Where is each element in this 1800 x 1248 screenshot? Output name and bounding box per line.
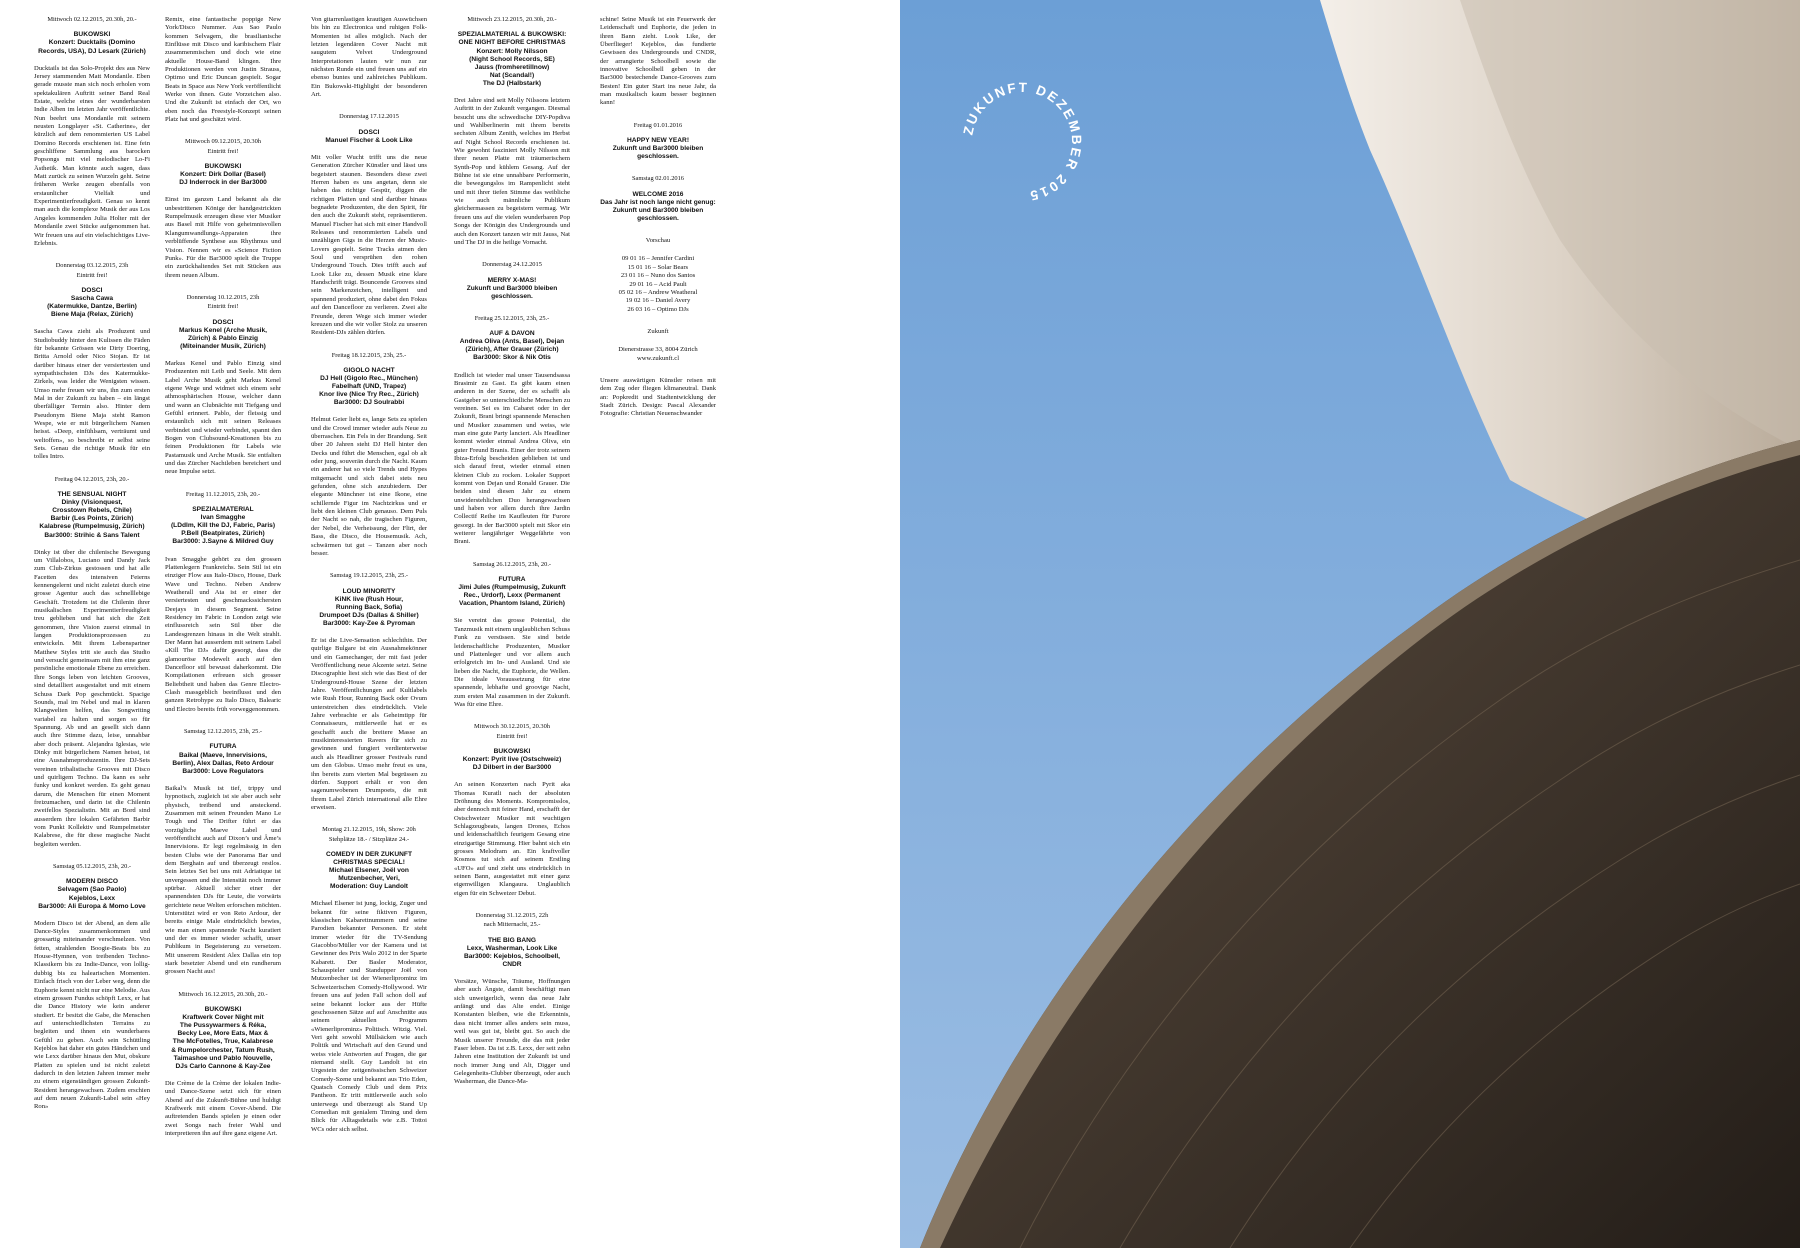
headline-line: SPEZIALMATERIAL & BUKOWSKI: [457,31,567,39]
event-date: Donnerstag 17.12.2015 [339,113,399,121]
event-date: Freitag 25.12.2015, 23h, 25.- [474,314,550,322]
headline-line: (Zürich), After Grauer (Zürich) [465,346,559,354]
event-headline [454,330,570,362]
headline-line: ONE NIGHT BEFORE CHRISTMAS [458,39,566,47]
event-entry [311,113,427,337]
headline-line: CNDR [502,961,522,968]
headline-line: Zürich) & Pablo Einzig [188,334,258,342]
headline-line: DOSCI [81,286,103,294]
list-item: 19 02 16 – Daniel Avery [625,297,691,305]
event-date: Mittwoch 02.12.2015, 20.30h, 20.- [47,16,137,23]
headline-line: geschlossen. [491,292,533,300]
zukunft-stamp [958,78,1086,206]
event-description: Drei Jahre sind seit Molly Nilssons letztem Auftritt in der Zukunft vergangen. Diesmal besucht uns die schwedische DIY-Popdiva und Wahlberlinerin mit ihrem bereits sechsten Album Zenith, welches im Herbst auf Night School Records erschienen ist. Wie gewohnt fasziniert Molly Nilsson mit ihrer neuen Platte mit träumerischem Synth-Pop und kühlem Gesang. Auf der Bühne ist sie eine unnahbare Performerin, die bewegungslos im Rampenlicht steht und mit ihrer tiefen Stimme das weibliche wie auch männliche Publikum gleichermassen zu begeistern vermag. Wir freuen uns auf die vielen wunderbaren Pop Songs der Königin des Undergrounds und auch den Konzert tanzen wir mit Jauss, Nat und The DJ in die heilige Vornacht. [454,97,570,246]
headline-line: THE BIG BANG [488,936,536,944]
headline-line: DJ Hell (Gigolo Rec., München) [320,374,418,382]
event-description: Baikal’s Musik ist tief, trippy und hypnotisch, zugleich ist sie aber auch sehr physisch, treibend und ansteckend. Zusammen mit seinen Freunden Mano Le Tough und The Drifter führt er das vorzügliche Maeve Label und veröffentlicht auch auf Dixon’s und Âme’s Innervisions. Er legt regelmässig in den besten Clubs wie der Panorama Bar und dem Berghain auf und überzeugt restlos. Sein letztes Set bei uns mit Adriatique ist unvergessen und die Intensität noch immer spürbar. Aktuell sicher einer der spannendsten DJs für Leute, die vorwärts gerichtete neue Welten erforschen möchten. Unterstützt wird er von Reto Ardour, der bereits einige Male eindrücklich bewies, wie man einen spannende Nacht kuratiert und der es immer wieder schafft, unser Publikum in Begeisterung zu versetzen. Mit unserem Resident Alex Dallas ein top stark besetzter Abend und ein rundherum grossen Nacht aus! [165,784,281,976]
headline-line: Bar3000: Skor & Nik Otis [473,354,551,362]
list-item: 05 02 16 – Andrew Weatheral [618,288,698,296]
list-item: 15 01 16 – Solar Bears [627,263,689,271]
event-entry [311,16,427,99]
event-date: Donnerstag 10.12.2015, 23h [186,293,260,301]
headline-line: Moderation: Guy Landolt [329,883,409,891]
event-entry [34,262,150,462]
headline-line: BUKOWSKI [73,31,111,39]
headline-line: Records, USA), DJ Lesark (Zürich) [38,47,146,55]
list-item: www.zukunft.cl [636,354,680,362]
event-date: Donnerstag 24.12.2015 [482,261,542,269]
event-date: Mittwoch 23.12.2015, 20.30h, 20.- [467,16,557,23]
headline-line: Mutzenbecher, Veri, [338,875,400,883]
headline-line: Konzert: Pyrit live (Ostschweiz) [462,756,562,764]
headline-line: Michael Elsener, Joël von [329,867,409,875]
event-description: Dinky ist über die chilenische Bewegung um Villalobos, Luciano und Dandy Jack zum Club-Zirkus gestossen und hat alle Facetten des intensiven Feierns kennengelernt und nicht zuletzt durch eine grosse Agentur auch das schnelllebige Geschäft. Trotzdem ist die Chilenin ihrer musikalischen Experimentierfreudigkeit treu geblieben und hat sich die Zeit genommen, ihre Vision zuerst einmal in langen Produktionsprozessen zu entwickeln. Mit ihrem Lebenspartner Matthew Styles tritt sie auch das Studio und versucht gemeinsam mit ihm eine ganz persönliche emotionale Ebene zu erreichen. Ihre Songs leben von leichten Grooves, sind detailliert ausgestaltet und mit einem Schuss Dark Pop geschmückt. Spacige Sounds, mal im Nebel und mal in klaren Klangwelten helfen, das Songwriting variabel zu halten und sorgen so für Spannung. Ab und an gesellt sich dann auch ihre Stimme dazu, leise, unnahbar aber doch präsent. Alejandra Iglesias, wie Dinky mit bürgerlichem Namen heisst, ist eine Ausnahmeproduzentin. Ihre DJ-Sets vereinen tribalistische Grooves mit Disco und quirligem Techno. Da kann es sehr funky und konkret werden. Es geht genau darum, die Menschen für einen Moment freizumachen, und darin ist die Chilenin zweifellos Spezialistin. Mit an Bord sind ausserdem ihre lokalen Gefährten Barbir vom Punkt Kollektiv und Rumpelmeister Kalabrese, die für diese magische Nacht begleiten werden. [34,548,150,848]
headline-line: BUKOWSKI [493,747,531,755]
event-description: Helmut Geier liebt es, lange Sets zu spielen und die Crowd immer wieder aufs Neue zu überraschen. Ein Fels in der Brandung. Seit über 20 Jahren steht DJ Hell hinter den Decks und führt die Menschen, egal ob alt oder jung, souverän durch die Nacht. Kaum ein anderer hat so viele Trends und Hypes mitgemacht und sich dabei stets neu gefunden, ohne sich anzubiedern. Der elegante Münchner ist eine Ikone, eine schillernde Figur im Nachtzirkus und er liebt den kleinen Club genauso. Dem Puls der Nacht so nah, die tragischen Figuren, der Nebel, die Verheissung, der Flirt, der Bass, die Disco, die Housemusik. Ach, schwärmen tut gut – Tanzen aber noch besser. [311,416,427,557]
headline-line: Bar3000: Love Regulators [182,767,264,775]
svg-text:ZUKUNFT DEZEMBER 2015 [960,80,1084,204]
event-headline [600,191,716,223]
event-entry [600,175,716,223]
headline-line: Konzert: Dirk Dollar (Basel) [180,171,266,179]
event-description: Unsere auswärtigen Künstler reisen mit dem Zug oder fliegen klimaneutral. Dank an: Popkredit und Stadtentwicklung der Stadt Zürich. Design: Pascal Alexander Fotografie: Christian Neuenschwander [600,376,716,418]
event-headline [311,851,427,891]
list-item: Dienerstrasse 33, 8004 Zürich [618,346,698,354]
headline-line: Drumpoet DJs (Dallas & Shiller) [319,611,419,619]
headline-line: Biene Maja (Relax, Zürich) [50,311,134,319]
event-headline [311,588,427,628]
headline-line: DJs Carlo Cannone & Kay-Zee [175,1062,271,1070]
headline-line: THE SENSUAL NIGHT [57,491,127,499]
event-entry [165,138,281,279]
event-entry [165,16,281,124]
event-entry [165,294,281,477]
headline-line: The Pussywarmers & Réka, [179,1022,267,1030]
event-description: Er ist die Live-Sensation schlechthin. Der quirlige Bulgare ist ein Ausnahmekönner und ein Gamechanger, der mit fast jeder Veröffentlichung neue Akzente setzt. Seine Discographie liest sich wie das Best of der Underground-House Szene der letzten Jahre. Veröffentlichungen auf Kultlabels wie Rush Hour, Running Back oder Ovum unterstreichen dies eindrücklich. Viele Jahre verbrachte er als Geheimtipp für Connaisseurs, mittlerweile hat er es geschafft auch die breitere Masse an musikinteressierten Ravers für sich zu gewinnen und fungiert verdienterweise auch als Headliner grosser Festivals rund um den Globus. Umso mehr freut es uns, ihn bereits zum vierten Mal begrüssen zu dürfen. Support erhält er von den sagenumwobenen Drumpoets, die mit ihrem Label Zürich international alle Ehre erweisen. [311,637,427,811]
headline-line: Bar3000: DJ Soulrabbi [333,399,405,407]
headline-line: Andrea Oliva (Ants, Basel), Dejan [459,338,565,346]
section-label: Vorschau [645,237,671,245]
event-description: Sascha Cawa zieht als Produzent und Studiobuddy hinter den Kulissen die Fäden für bekannte Grössen wie Dirty Doering, Britta Arnold oder Nico Stojan. Er ist darüber hinaus einer der versiertesten und sympathischsten DJs des Katermukke-Zirkels, was leider die Wenigsten wissen. Umso mehr freuen wir uns, ihn zum ersten Mal in der Zukunft zu haben – ein längst überfälliger Termin also. Hinter dem Pseudonym Biene Maja steht Ramon Wespe, wie er mit bürgerlichem Namen heisst. «Deep, einfühlsam, verträumt und weltoffen», so beschreibt er selbst seine Sets. Genau die richtige Musik für ein tolles Intro. [34,328,150,461]
headline-line: (Miteinander Musik, Zürich) [180,342,266,350]
headline-line: DJ Inderrock in der Bar3000 [179,179,267,187]
headline-line: Rec., Urdorf), Lexx (Permanent [463,592,561,600]
headline-line: (LDdlm, Kill the DJ, Fabric, Paris) [170,522,276,530]
event-headline [34,31,150,55]
event-entry [165,491,281,714]
headline-line: Selvagem (Sao Paolo) [57,886,127,894]
headline-line: WELCOME 2016 [632,190,684,198]
headline-line: FUTURA [498,576,526,584]
event-date: Mittwoch 09.12.2015, 20.30h [185,138,261,146]
headline-line: LOUD MINORITY [342,587,396,595]
event-headline [165,506,281,546]
event-headline [165,163,281,187]
headline-line: Running Back, Sofia) [335,603,403,611]
event-date: Montag 21.12.2015, 19h, Show: 20h [322,826,416,834]
headline-line: FUTURA [209,743,237,751]
headline-line: Knor live (Nice Try Rec., Zürich) [319,391,419,399]
headline-line: AUF & DAVON [489,330,535,338]
event-headline [165,743,281,775]
event-entry [600,377,716,419]
headline-line: KiNK live (Rush Hour, [334,595,404,603]
headline-line: Jimi Jules (Rumpelmusig, Zukunft [458,584,566,592]
headline-line: Jauss (fromheretillnow) [474,63,550,71]
list-item: 09 01 16 – Jennifer Cardini [621,255,695,263]
text-column-3 [311,16,427,1244]
event-date: Samstag 05.12.2015, 23h, 20.- [52,863,132,871]
event-entry [454,561,570,710]
event-entry [600,122,716,162]
event-date-note: Eintritt frei! [207,303,239,311]
headline-line: Markus Kenel (Arche Musik, [179,326,267,334]
event-entry [165,728,281,977]
event-description: An seinen Konzerten nach Pyrit aka Thomas Kuratli nach der absoluten Dröhnung des Moments. Kompromisslos, aber dennoch mit feiner Hand, erschafft der Ostschweizer Musiker mit wuchtigen Schlagzeugbeats, langen Drones, Echos und leidenschaftlich feurigem Gesang eine einzigartige Stimmung. Hier bahnt sich ein grosses Melodram an. Ein kraftvoller Kosmos tut sich auf seinem Erstling «UFO» auf und zieht uns eindrücklich in seinen Bann, ausgestattet mit einer ganz eigenwilligen Klangaura. Unglaublich eigen für ein Schweizer Debut. [454,781,570,897]
event-date-note: Eintritt frei! [207,147,239,155]
event-date: Freitag 18.12.2015, 23h, 25.- [331,351,407,359]
headline-line: GIGOLO NACHT [343,366,395,374]
event-date: Samstag 26.12.2015, 23h, 20.- [472,560,552,568]
event-date-note: Eintritt frei! [76,271,108,279]
headline-line: geschlossen. [637,153,679,161]
event-date: Freitag 01.01.2016 [633,121,683,129]
event-entry [600,16,716,108]
headline-line: Ivan Smagghe [200,514,246,522]
event-entry [34,16,150,248]
event-description: Remix, eine fantastische poppige New York/Disco Nummer. Aus Sao Paulo kommen Selvagem, die brasilianische Einflüsse mit Disco und karibischem Flair zusammenmischen und doch wie eine aktuelle House-Band klingen. Ihre Produktionen werden von Justin Strauss, Optimo und Eric Duncan gespielt. Sogar Beats in Space aus New York veröffentlicht Werke von ihnen. Gute Vorzeichen also. Und die Zukunft ist einfach der Ort, wo eben noch das Freestyle-Konzept seinen Platz hat und geschätzt wird. [165,16,281,124]
event-entry [454,723,570,898]
event-description: Vorsätze, Wünsche, Träume, Hoffnungen aber auch Ängste, damit beschäftigt man sich unweigerlich, wenn das neue Jahr anfängt und das Alte endet. Einige Konstanten bleiben, wie die Erkenntnis, dass nicht immer alles anders sein muss, weil was gut ist, bleibt gut. So auch die Musik unserer Freunde, die das mit jeder Faser leben. Da ist z.B. Lexx, der seit zehn Jahren eine Institution der Zukunft ist und noch immer Jung und Alt, Digger und Gelegenheits-Clubber überzeugt, oder auch Washerman, die Dance-Ma- [454,978,570,1086]
event-headline [165,319,281,351]
event-entry [600,237,716,314]
event-description: Endlich ist wieder mal unser Tausendsassa Brasimir zu Gast. Es gibt kaum einen anderen in der Szene, der es schafft als Gastgeber so unterschiedliche Menschen zu vereinen. Sei es im Cabaret oder in der Zukunft, Brani bringt spannende Menschen und Musiker zusammen und weiss, wie man eine gute Party lanciert. Als Headliner kommt wieder einmal Andrea Oliva, ein guter Freund Branis. Einer der trotz seinem Ibiza-Erfolg bescheiden geblieben ist und sich darauf freut, wieder einmal einen kleinen Club zu rocken. Lokaler Support kommt von Dejan und Ronald Grauer. Die beiden sind diesen Jahr zu einem unwiderstehlichen Duo herangewachsen und haben vor allem durch ihre Jardin Collectif Reihe im Kaufleuten für Furore gesorgt. In der Bar3000 spielt mit Skor ein weiterer langjähriger Weggefährte von Brani. [454,371,570,546]
event-description: Markus Kenel und Pablo Einzig sind Produzenten mit Leib und Seele. Mit dem Label Arche Musik geht Markus Kenel eigene Wege und widmet sich einem sehr athmosphärischen House, welcher dann und wann an Clubnächte mit Tiefgang und Gefühl erinnert. Pablo, der fleissig und erstaunlich sich mit seinen Releases verbindet und wieder verbindet, spannt den Bogen von Clubsound-Kreationen bis zu feinen Produktionen für Labels wie Pastamusik und Arche Musik. Sie entfalten und das Zürcher Nachtleben bereichert und neue Impulse setzt. [165,359,281,476]
text-column-4 [454,16,570,1244]
event-headline [454,748,570,772]
event-description: Mit voller Wucht trifft uns die neue Generation Zürcher Künstler und lässt uns begeistert staunen. Besonders diese zwei Herren haben es uns angetan, denn sie haben das richtige Gespür, diggen die richtigen Platten und sind darüber hinaus begnadete Produzenten, die den Spirit, für den auch die Zukunft steht, repräsentieren. Manuel Fischer hat sich mit einer Handvoll Releases und renommierten Labels und unzähligen Gigs in die Herzen der Music-Lovers gespielt. Seine Tracks atmen den Soul und versprühen den rohen Underground Touch. Dies trifft auch auf Look Like zu, dessen Musik eine klare Handschrift trägt. Bouncende Grooves sind sein Markenzeichen, intelligent und spannend produziert, ohne dabei den Fokus auf den Dancefloor zu verlieren. Zwei alte Freunde, deren Wege sich immer wieder kreuzen und die wir voller Stolz zu unseren Resident-DJs zählen dürfen. [311,153,427,337]
headline-line: Becky Lee, More Eats, Max & [177,1030,269,1038]
list-item: 23 01 16 – Nuno dos Santos [620,272,696,280]
headline-line: Kraftwerk Cover Night mit [182,1014,264,1022]
headline-line: Kejeblos, Lexx [68,894,116,902]
section-label: Zukunft [647,327,669,335]
event-date: Samstag 19.12.2015, 23h, 25.- [329,572,409,580]
event-description: Einst im ganzen Land bekannt als die unbestrittenen Könige der handgestrickten Rumpelmusik erzeugen diese vier Musiker aus Basel mit Hilfe von geheimnisvollen Klangumwandlungs-Apparaten ihre verblüffende Synthese aus Rhythmus und Vision. Nennen wir es «Science Fiction Punk». Für die Bar3000 spielt die Truppe ein zurückhaltendes Set mit Stücken aus ihrem neuen Album. [165,196,281,279]
headline-line: The McFotelles, True, Kalabrese [172,1038,274,1046]
event-description: Michael Elsener ist jung, lockig, Zuger und bekannt für seine fiktiven Figuren, klassischen Kabarettnummern und seine Parodien bekannter Personen. Er steht immer wieder für die TV-Sendung Giacobbo/Müller vor der Kamera und ist Gewinner des Prix Walo 2012 in der Sparte Kabarett. Der Basler Moderator, Schauspieler und Standupper Joël von Mutzenbecher ist der Wienerliprominz im Schweizerischen Comedy-Hollywood. Wir freuen uns auf jeden Fall schon doll auf seine bekannt locker aus der Hüfte geschossenen Sätze auf auf Anschnitte aus seinem aktuellen Programm «Wienerliprominz» Politisch. Witzig. Viel. Veri geht sowohl Müllsäcken wie auch Politik und Wirtschaft auf den Grund und weiss viele Antworten auf Fragen, die gar niemand stellt. Guy Landolt ist ein Urgestein der zeitgenössischen Schweizer Comedy-Szene und bekannt aus Trio Eden, Quatsch Comedy Club und dem Prix Pantheon. Er tritt mittlerweile auch solo unterwegs und überzeugt als Stand Up Comedian mit genialem Timing und dem Blick für Alltagsdetails wie z.B. Tottoi WCs oder sich selbst. [311,900,427,1133]
headline-line: P.Bell (Beatpirates, Zürich) [181,530,265,538]
headline-line: Taimashoe und Pablo Nouvelle, [173,1054,273,1062]
event-headline [165,1006,281,1071]
event-description: Ducktails ist das Solo-Projekt des aus New Jersey stammenden Matt Mondanile. Eben gerade musste man sich noch erholen vom spektakulären Auftritt seiner Band Real Estate, welche eines der wunderbarsten Indie Alben im letzten Jahr veröffentlichte. Nun beehrt uns Mondanile mit seinem neusten Longplayer «St. Catherine», der kürzlich auf dem renommierten US Label Domino Records erschienen ist. Eine fein geschliffene Sammlung aus barocken Popsongs mit viel melodischer Lo-Fi Ästhetik. Man könnte auch sagen, dass Matt zurück zu seinen Wurzeln geht. Seine früheren Werke zeugen ebenfalls von erstaunlicher Vielfalt und Experimentierfreudigkeit. Genau so kennt man auch die komplexe Musik der aus Los Angeles kommenden Julia Holter mit der Mondanile zwei Stücke aufgenommen hat. Wir freuen uns auf ein vielschichtiges Live-Erlebnis. [34,64,150,247]
headline-line: DOSCI [358,128,380,136]
event-headline [34,878,150,910]
headline-line: DOSCI [212,318,234,326]
headline-line: & Rumpelorchester, Tatum Rush, [171,1046,275,1054]
event-entry [600,328,716,363]
headline-line: Zukunft und Bar3000 bleiben [612,206,704,214]
headline-line: geschlossen. [637,215,679,223]
headline-line: Nat (Scandal!) [489,71,535,79]
headline-line: The DJ (Halbstark) [482,79,542,87]
event-description: schine! Seine Musik ist ein Feuerwerk der Leidenschaft und Euphorie, die jeden in ihren Bann zieht. Look Like, der Überflieger! Kejeblos, das fundierte Gewissen des Undergrounds und CNDR, der arrangierte Schoolbell sowie die innovative Schoolbell geben in der Bar3000 bestechende Dance-Grooves zum Besten! Ein guter Start ins neue Jahr, da man musikalisch kaum besser beginnen kann! [600,16,716,107]
event-headline [34,287,150,319]
event-entry [34,863,150,1112]
text-column-5 [600,16,716,1244]
headline-line: (Katermukke, Dantze, Berlin) [47,303,137,311]
event-date: Mittwoch 30.12.2015, 20.30h [474,723,550,731]
event-date: Samstag 12.12.2015, 23h, 25.- [183,728,263,736]
event-headline [34,491,150,540]
headline-line: Fabelhaft (UND, Trapez) [331,383,407,391]
event-description: Modern Disco ist der Abend, an dem alle Dance-Styles zusammenkommen und grossartig miteinander verschmelzen. Von fetten, strahlenden Boogie-Beats bis zu House-Hymnen, von treibenden Techno-Klassikern bis zu Indie-Dance, von lollig-dubbig bis zu halearischen Momenten. Einfach frisch von der Leber weg, denn die Euphorie kennt nicht nur eine Melodie. Aus einem grossen Fundus schöpft Lexx, er hat die Dance History wie kein anderer studiert. Er besitzt die Gabe, die Menschen auf unterschiedlichsten Terrains zu begleiten und ihnen ein wunderbares Gefühl zu geben. Auch sein Schüttling Kejeblos hat daher ein gutes Händchen und wie Lexx darüber hinaus den Mut, obskure Platten zu spielen und ist nicht zuletzt dadurch in den letzten Jahren immer mehr zu einem eigenständigen grossen Zukunft-Resident herangewachsen. Zudem erschien auf dem neuen Zukunft-Label sein «Hey Ron» [34,919,150,1111]
event-entry [454,261,570,301]
event-date-note: nach Mitternacht, 25.- [483,921,541,929]
event-date: Donnerstag 03.12.2015, 23h [55,262,129,270]
headline-line: MERRY X-MAS! [487,276,537,284]
headline-line: HAPPY NEW YEAR! [626,137,690,145]
event-date: Freitag 11.12.2015, 23h, 20.- [185,490,261,498]
event-entry [311,352,427,559]
headline-line: SPEZIALMATERIAL [192,506,254,514]
headline-line: Bar3000: Strihic & Sans Talent [44,531,140,539]
headline-line: CHRISTMAS SPECIAL! [333,859,405,866]
headline-line: COMEDY IN DER ZUKUNFT [326,850,412,858]
list-item: 29 01 16 – Acid Pauli [629,280,687,288]
event-date: Freitag 04.12.2015, 23h, 20.- [54,475,130,483]
headline-line: Konzert: Molly Nilsson [476,47,548,55]
event-headline [454,937,570,969]
headline-line: MODERN DISCO [65,878,119,886]
headline-line: Berlin), Alex Dallas, Reto Ardour [172,759,274,767]
event-date: Mittwoch 16.12.2015, 20.30h, 20.- [178,990,268,998]
event-headline [311,129,427,145]
event-entry [165,991,281,1139]
headline-line: Bar3000: Kejeblos, Schoolbell, [463,952,560,960]
event-headline [454,277,570,301]
event-entry [311,826,427,1134]
event-date-note: Stehplätze 18.- / Sitzplätze 24.- [328,835,410,843]
headline-line: Kalabrese (Rumpelmusig, Zürich) [39,523,145,531]
event-entry [34,476,150,849]
headline-line: Manuel Fischer & Look Like [325,136,413,144]
event-headline [454,576,570,608]
headline-line: Bar3000: Ali Europa & Momo Love [38,902,146,910]
event-description: Ivan Smagghe gehört zu den grossen Plattenlegern Frankreichs. Sein Stil ist ein einziger Flow aus Italo-Disco, House, Dark Wave und Techno. Neben Andrew Weatherall und Ata ist er einer der versiertesten und geschmackssichersten Deejays in diesem Segment. Seine Residency im Fabric in London zeigt wie einflussreich sein Stil über die Landesgrenzen hinaus in die Welt strahlt. Der Mann hat ausserdem mit seinem Label «Kill The DJ» dafür gesorgt, dass die glamouröse Modewelt auch auf den Dancefloor stil bewusst daherkommt. Die Kompilationen erfreuen sich grosser Beliebtheit und haben das Genre Electro-Clash massgeblich beeinflusst und den ganzen Retrohype zu Italo Disco, Balearic und Electro bereits früh vorweggenommen. [165,555,281,713]
event-headline [311,367,427,407]
event-entry [454,912,570,1087]
headline-line: Lexx, Washerman, Look Like [466,944,558,952]
headline-line: Dinky (Visionquest, [61,499,123,507]
event-entry [454,16,570,247]
headline-line: Zukunft und Bar3000 bleiben [612,145,704,153]
event-entry [454,315,570,547]
headline-line: Bar3000: Kay-Zee & Pyroman [323,619,415,627]
headline-line: Crosstown Rebels, Chile) [52,507,132,515]
event-headline [454,31,570,88]
stamp-text: ZUKUNFT DEZEMBER 2015 [960,79,1085,204]
headline-line: Barbir (Les Points, Zürich) [50,515,134,523]
event-entry [311,572,427,812]
headline-line: DJ Dilbert in der Bar3000 [472,764,552,772]
event-date: Samstag 02.01.2016 [631,175,684,183]
text-column-1 [34,16,150,1244]
headline-line: Baikal (Maeve, Innervisions, [179,751,267,759]
headline-line: BUKOWSKI [204,163,242,171]
event-description: Die Crème de la Crème der lokalen Indie- und Dance-Szene setzt sich für einen Abend auf die Zukunft-Bühne und huldigt Kraftwerk mit einem Cover-Abend. Die auftretenden Bands spielen je einen oder zwei Songs nach freier Wahl und interpretieren ihn auf ihre ganz eigene Art. [165,1079,281,1137]
headline-line: Zukunft und Bar3000 bleiben [466,284,558,292]
list-item: 26 03 16 – Optimo DJs [627,305,689,313]
event-description: Von gitarrenlastigen krautigen Auswüchsen bis hin zu Electronica und ruhigen Folk-Momenten ist alles möglich. Nach der letzten legendären Cover Nacht mit saugutem Velvet Underground Interpretationen lauten wir nun zur nächsten Runde ein und freuen uns auf ein ebenso buntes und zahlreiches Publikum. Ein Bukowski-Highlight der besonderen Art. [311,16,427,99]
headline-line: BUKOWSKI [204,1006,242,1014]
text-column-2 [165,16,281,1244]
event-headline [600,137,716,161]
headline-line: Vacation, Phantom Island, Zürich) [459,600,565,608]
headline-line: Bar3000: J.Sayne & Mildred Guy [172,538,274,546]
headline-line: Das Jahr ist noch lange nicht genug: [600,198,716,206]
event-date: Donnerstag 31.12.2015, 22h [475,912,549,920]
headline-line: Sascha Cawa [70,294,114,302]
event-date-note: Eintritt frei! [496,732,528,740]
headline-line: (Night School Records, SE) [469,55,555,63]
event-description: Sie vereint das grosse Potential, die Tanzmusik mit einem unglaublichen Schuss Funk zu versüssen. Sie sind beide leidenschaftliche Produzenten, Musiker und Plattenleger und vor allem auch erfolgreich im In- und Ausland. Und sie lieben die Nacht, die Euphorie, die Wellen. Die ideale Voraussetzung für eine spannende, lebhafte und groovige Nacht, zum ersten Mal zusammen in der Zukunft. Was für eine Ehre. [454,617,570,708]
headline-line: Konzert: Ducktails (Domino [48,39,136,47]
